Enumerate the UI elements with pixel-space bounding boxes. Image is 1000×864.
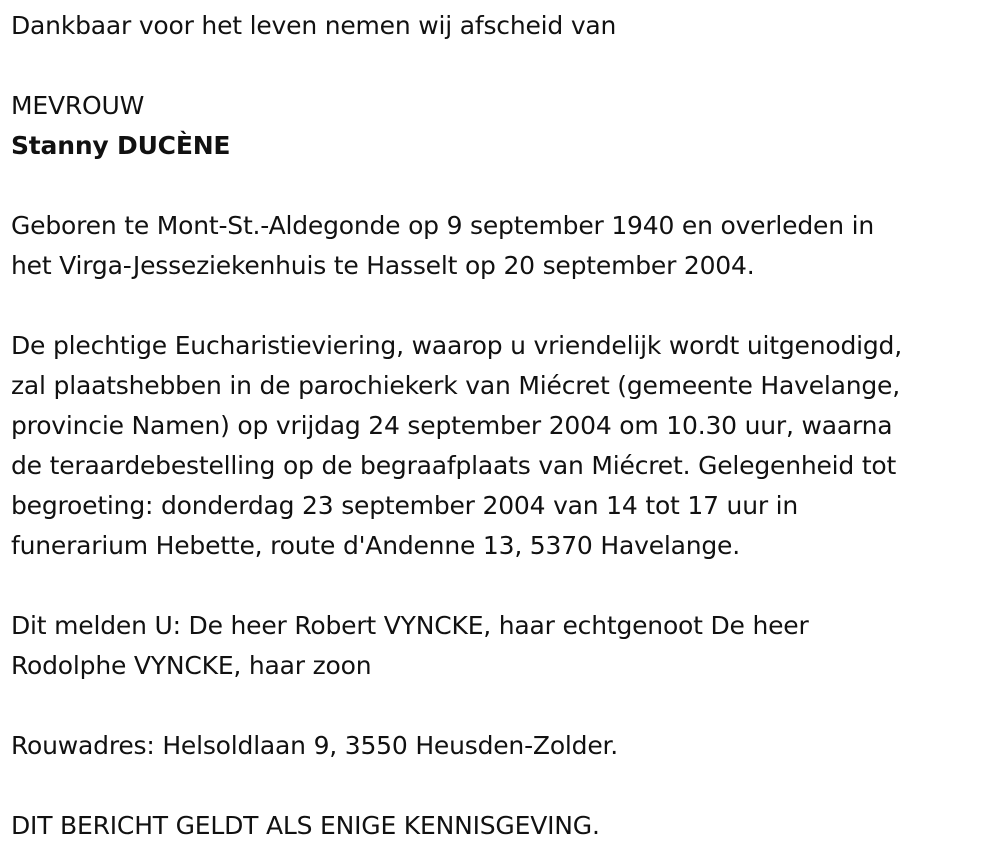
honorific-title: MEVROUW (11, 91, 145, 120)
paragraph-line: de teraardebestelling op de begraafplaats van Miécret. Gelegenheid tot (11, 451, 897, 480)
closing-statement: DIT BERICHT GELDT ALS ENIGE KENNISGEVING. (11, 811, 600, 840)
paragraph-line: funerarium Hebette, route d'Andenne 13, 5370 Havelange. (11, 531, 740, 560)
birth-death-paragraph (11, 206, 991, 286)
spacer (11, 566, 991, 606)
paragraph-line: De plechtige Eucharistieviering, waarop u vriendelijk wordt uitgenodigd, (11, 331, 902, 360)
paragraph-line: Geboren te Mont-St.-Aldegonde op 9 september 1940 en overleden in (11, 211, 874, 240)
deceased-name: Stanny DUCÈNE (11, 131, 231, 160)
spacer (11, 766, 991, 806)
announced-by-paragraph (11, 606, 991, 686)
paragraph-line: begroeting: donderdag 23 september 2004 van 14 tot 17 uur in (11, 491, 799, 520)
paragraph-line: Rodolphe VYNCKE, haar zoon (11, 651, 372, 680)
paragraph-line: het Virga-Jesseziekenhuis te Hasselt op 20 september 2004. (11, 251, 755, 280)
paragraph-line: Dit melden U: De heer Robert VYNCKE, haar echtgenoot De heer (11, 611, 809, 640)
mourning-address: Rouwadres: Helsoldlaan 9, 3550 Heusden-Zolder. (11, 731, 619, 760)
ceremony-paragraph (11, 326, 991, 566)
paragraph-line: zal plaatshebben in de parochiekerk van Miécret (gemeente Havelange, (11, 371, 900, 400)
spacer (11, 46, 991, 86)
spacer (11, 686, 991, 726)
spacer (11, 286, 991, 326)
obituary-notice (11, 6, 991, 846)
spacer (11, 166, 991, 206)
paragraph-line: provincie Namen) op vrijdag 24 september 2004 om 10.30 uur, waarna (11, 411, 893, 440)
intro-text: Dankbaar voor het leven nemen wij afscheid van (11, 11, 617, 40)
